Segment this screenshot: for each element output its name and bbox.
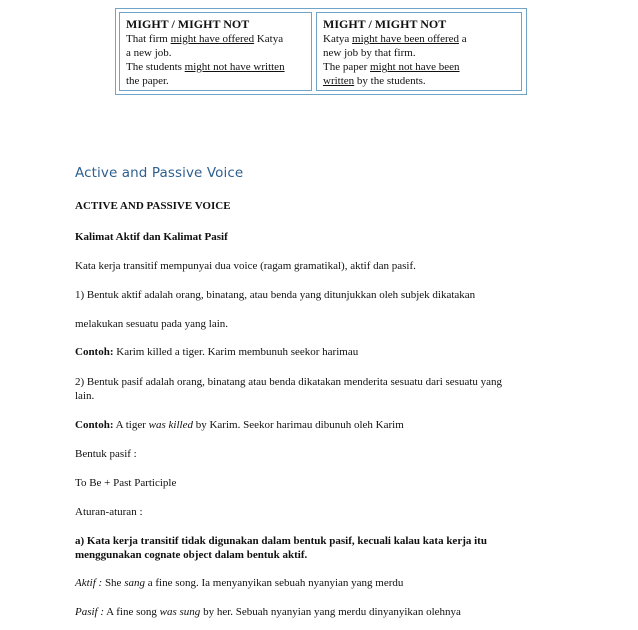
cell-text: Katya (254, 33, 284, 45)
cell-line (323, 74, 516, 88)
aturan: Aturan-aturan : (75, 506, 143, 518)
example-verb: sang (124, 577, 145, 589)
pasif-label: Pasif : (75, 606, 105, 618)
paragraph-transitive: Kata kerja transitif mempunyai dua voice (ragam gramatikal), aktif dan pasif. (75, 260, 416, 272)
aktif-label: Aktif : (75, 577, 103, 589)
cell-text: a (459, 33, 467, 45)
paragraph-active-line2: melakukan sesuatu pada yang lain. (75, 318, 229, 330)
rule-a-line1: a) Kata kerja transitif tidak digunakan dalam bentuk pasif, kecuali kalau kata kerja itu (75, 535, 487, 547)
cell-text: The students (126, 61, 185, 73)
cell-line (323, 32, 516, 46)
example-text: A tiger (113, 419, 149, 431)
example-text: by Karim. Seekor harimau dibunuh oleh Karim (192, 419, 404, 431)
example-label: Contoh: (75, 346, 114, 358)
cell-line (126, 32, 306, 46)
underlined-modal: might not have written (184, 61, 285, 73)
paragraph-active-line1: 1) Bentuk aktif adalah orang, binatang, atau benda yang ditunjukkan oleh subjek dikatakan (75, 289, 476, 301)
bentuk-pasif: Bentuk pasif : (75, 448, 137, 460)
example-text: Karim killed a tiger. Karim membunuh seekor harimau (113, 346, 359, 358)
rule-a-line2: menggunakan cognate object dalam bentuk aktif. (75, 549, 308, 561)
cell-line: a new job. (126, 47, 172, 59)
subheading: Kalimat Aktif dan Kalimat Pasif (75, 231, 228, 243)
example-label: Contoh: (75, 419, 114, 431)
cell-heading: MIGHT / MIGHT NOT (126, 17, 250, 31)
formula: To Be + Past Participle (75, 477, 177, 489)
example-verb: was killed (148, 419, 193, 431)
underlined-modal: might not have been (370, 61, 460, 73)
example-text: by her. Sebuah nyanyian yang merdu dinyanyikan olehnya (200, 606, 461, 618)
example-text: She (102, 577, 125, 589)
cell-text: The paper (323, 61, 371, 73)
cell-line (323, 60, 516, 74)
paragraph-passive-line1: 2) Bentuk pasif adalah orang, binatang atau benda dikatakan menderita sesuatu dari sesuatu yang (75, 376, 503, 388)
example-aktif (75, 576, 565, 590)
cell-text: Katya (323, 33, 353, 45)
section-title: Active and Passive Voice (75, 165, 244, 181)
cell-text: by the students. (354, 75, 426, 87)
cell-line: new job by that firm. (323, 47, 416, 59)
table-cell-active (119, 12, 312, 91)
might-table (115, 8, 527, 95)
cell-line (126, 60, 306, 74)
example-pasif (75, 605, 565, 619)
example-verb: was sung (159, 606, 201, 618)
underlined-modal: written (323, 75, 355, 87)
table-cell-passive (316, 12, 522, 91)
cell-heading: MIGHT / MIGHT NOT (323, 17, 447, 31)
paragraph-passive-line2: lain. (75, 390, 95, 402)
heading-caps: ACTIVE AND PASSIVE VOICE (75, 200, 231, 212)
example-active (75, 345, 565, 359)
cell-line: the paper. (126, 75, 169, 87)
cell-text: That firm (126, 33, 171, 45)
example-text: A fine song (104, 606, 160, 618)
example-text: a fine song. Ia menyanyikan sebuah nyanyian yang merdu (144, 577, 404, 589)
underlined-modal: might have offered (170, 33, 255, 45)
underlined-modal: might have been offered (352, 33, 460, 45)
example-passive (75, 418, 565, 432)
